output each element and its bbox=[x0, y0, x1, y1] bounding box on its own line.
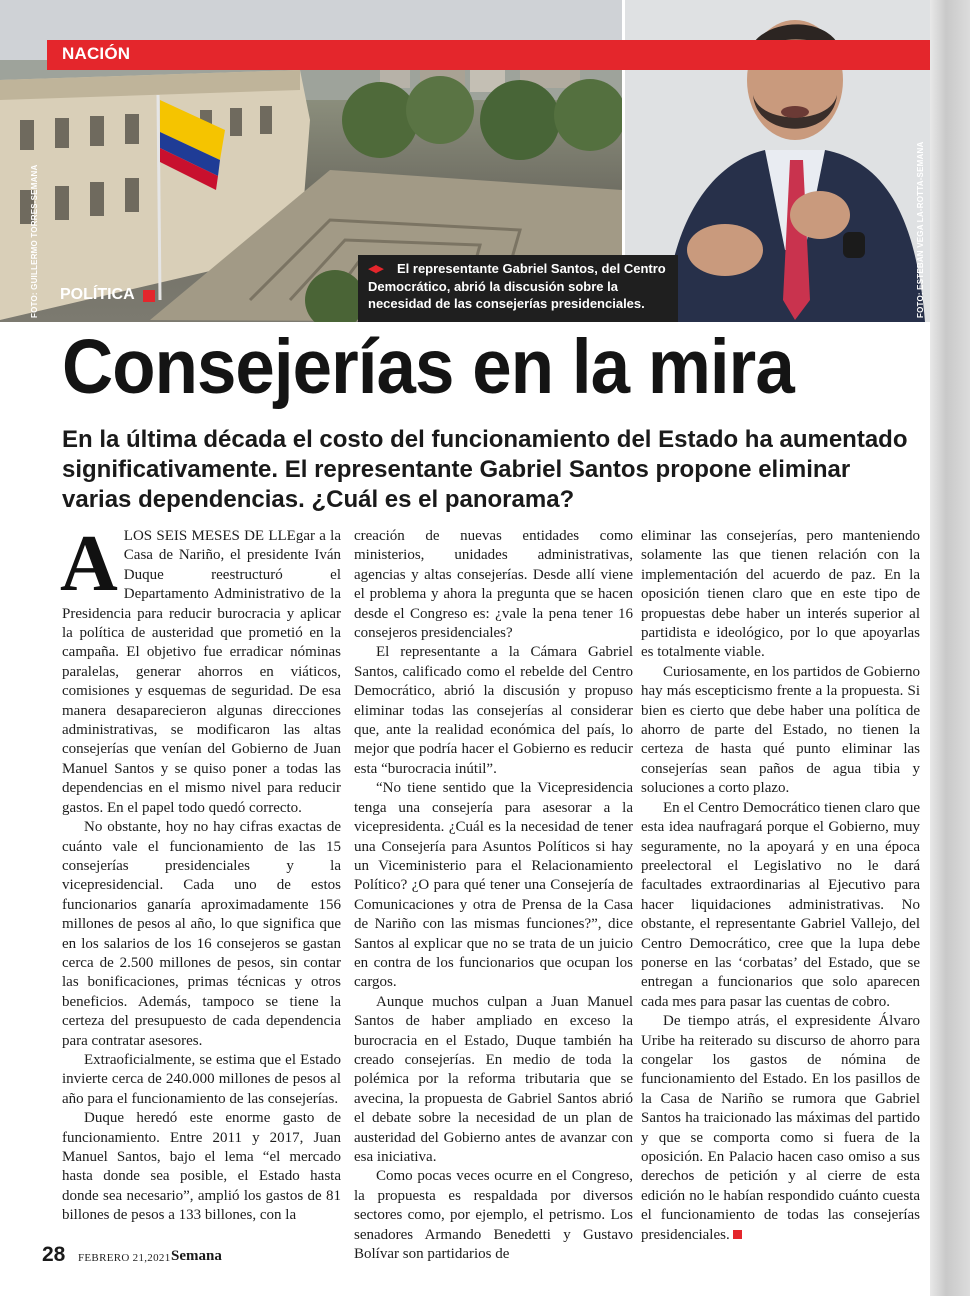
issue-date: FEBRERO 21,2021 bbox=[78, 1252, 171, 1264]
paragraph-text: LOS SEIS MESES DE LLEgar a la Casa de Nariño, el presidente Iván Duque reestructuró el Departamento Administrativo de la Presidencia para reducir burocracia y aplicar la política de austeridad que prometió en la campaña. El objetivo fue erradicar nóminas paralelas, generar ahorros en viáticos, comisiones y esquemas de seguridad. De esa manera desaparecieron algunas direcciones administrativas, se modificaron las altas consejerías que venían del Gobierno de Juan Manuel Santos y se quiso poner a todas las dependencias en el mismo nivel para reducir gastos. En el papel todo quedó correcto. bbox=[62, 528, 341, 816]
section-label: NACIÓN bbox=[62, 44, 131, 63]
paragraph: Como pocas veces ocurre en el Congreso, la propuesta es respaldada por diversos sectores como, por ejemplo, el petrismo. Los senadores Armando Benedetti y Gustavo Bolívar son partidarios de bbox=[354, 1168, 633, 1263]
article-column-3 bbox=[641, 527, 920, 1245]
kicker-label: POLÍTICA bbox=[60, 286, 135, 303]
article-column-1 bbox=[60, 520, 341, 1226]
headline: Consejerías en la mira bbox=[62, 324, 794, 410]
paragraph: El representante a la Cámara Gabriel Santos, calificado como el rebelde del Centro Democrático, abrió la discusión y propuso eliminar todas las consejerías al considerar que, ante la realidad económica del país, lo mejor que podría hacer el Gobierno es reducir esta “burocracia inútil”. bbox=[354, 644, 633, 777]
photo-credit-right: FOTO: ESTEBAN VEGA LA-ROTTA-SEMANA bbox=[916, 141, 925, 318]
caption-arrows-icon: ◀▶ bbox=[368, 262, 383, 275]
paragraph: Curiosamente, en los partidos de Gobierno hay más escepticismo frente a la propuesta. Si bien es cierto que debe haber una política de ahorro de parte del Estado, no tienen la certeza de hasta qué punto eliminar las consejerías sean paños de agua tibia y soluciones a corto plazo. bbox=[641, 663, 920, 797]
paragraph: En el Centro Democrático tienen claro que esta idea naufragará porque el Gobierno, muy seguramente, no la apoyará y en una época preelectoral el Legislativo no le dará facultades extraordinarias al Ejecutivo para hacer liquidaciones administrativas. No obstante, el representante Gabriel Vallejo, del Centro Democrático, cree que la lupa debe ponerse en las ‘corbatas’ del Estado, que se entregan a funcionarios que solo aparecen cada mes para pasar las cuentas de cobro. bbox=[641, 799, 920, 1010]
magazine-brand: Semana bbox=[171, 1248, 222, 1264]
paragraph bbox=[60, 520, 341, 818]
section-bar bbox=[47, 40, 930, 70]
paragraph: Duque heredó este enorme gasto de funcionamiento. Entre 2011 y 2017, Juan Manuel Santos, bajo el lema “el mercado hasta donde sea posible, el Estado hasta donde sea necesario”, amplió los gastos de 81 billones de pesos a 133 billones, con la bbox=[62, 1110, 341, 1224]
photo-caption: El representante Gabriel Santos, del Centro Democrático, abrió la discusión sobre la necesidad de las consejerías presidenciales. bbox=[368, 261, 666, 311]
paragraph-text: De tiempo atrás, el expresidente Álvaro Uribe ha reiterado su discurso de ahorro para congelar los gastos de nómina de funcionamiento del Estado. En los pasillos de la Casa de Nariño se rumora que Gabriel Santos ha traicionado las máximas del partido y que se comporta como si fuera de la oposición. En Palacio hacen caso omiso a sus derechos de petición y al cierre de esta edición no le habían respondido cuánto cuesta el funcionamiento de todas las consejerías presidenciales. bbox=[641, 1013, 920, 1243]
article-column-2 bbox=[354, 527, 633, 1264]
page-number: 28 bbox=[42, 1243, 66, 1266]
section-square-icon bbox=[143, 290, 155, 302]
dropcap-letter: A bbox=[60, 520, 118, 608]
paragraph: “No tiene sentido que la Vicepresidencia tenga una consejería para asesorar a la vicepresidenta. ¿Cuál es la necesidad de tener una Consejería para Asuntos Políticos si hay un Viceministerio para el Relacionamiento Político? ¿O para qué tener una Consejería de Comunicaciones y otra de Prensa de la Casa de Nariño con las mismas funciones?”, dice Santos al explicar que no se trata de un juicio en contra de los funcionarios que ocupan los cargos. bbox=[354, 780, 633, 991]
paragraph: creación de nuevas entidades como ministerios, unidades administrativas, agencias y altas consejerías. Desde allí viene el problema y ahora la pregunta que se hacen desde el Congreso es: ¿vale la pena tener 16 consejeros presidenciales? bbox=[354, 528, 633, 642]
paragraph: Aunque muchos culpan a Juan Manuel Santos de haber ampliado en exceso la burocracia en el Estado, Duque también ha creado consejerías. En medio de toda la polémica por la reforma tributaria que se avecina, la propuesta de Gabriel Santos abrió el debate sobre la necesidad de un plan de austeridad del Gobierno antes de avanzar con esa iniciativa. bbox=[354, 993, 633, 1165]
paragraph bbox=[641, 1012, 920, 1245]
paragraph: No obstante, hoy no hay cifras exactas de cuánto vale el funcionamiento de las 15 consejerías presidenciales y la vicepresidencial. Cada uno de estos funcionarios ganaría aproximadamente 156 millones de pesos al año, lo que significa que en los salarios de los 16 consejeros se gastan cerca de 2.500 millones de pesos, sin contar las bonificaciones, primas técnicas y otros beneficios. Además, tampoco se tiene la certeza del presupuesto de cada dependencia para contratar asesores. bbox=[62, 819, 341, 1049]
photo-credit-left: FOTO: GUILLERMO TORRES-SEMANA bbox=[30, 164, 39, 318]
paragraph: Extraoficialmente, se estima que el Estado invierte cerca de 240.000 millones de pesos al año para el funcionamiento de las consejerías. bbox=[62, 1051, 341, 1107]
end-of-article-icon bbox=[733, 1230, 742, 1239]
paragraph: eliminar las consejerías, pero manteniendo solamente las que tienen relación con la implementación del acuerdo de paz. En la oposición tienen claro que en este tipo de propuestas debe haber un interés superior al partidista e ideológico, por lo que apoyarlas es totalmente viable. bbox=[641, 528, 920, 661]
page-gutter-shadow bbox=[930, 0, 970, 1296]
deck-subheadline: En la última década el costo del funcionamiento del Estado ha aumentado significativamente. El representante Gabriel Santos propone eliminar varias dependencias. ¿Cuál es el panorama? bbox=[62, 426, 908, 513]
